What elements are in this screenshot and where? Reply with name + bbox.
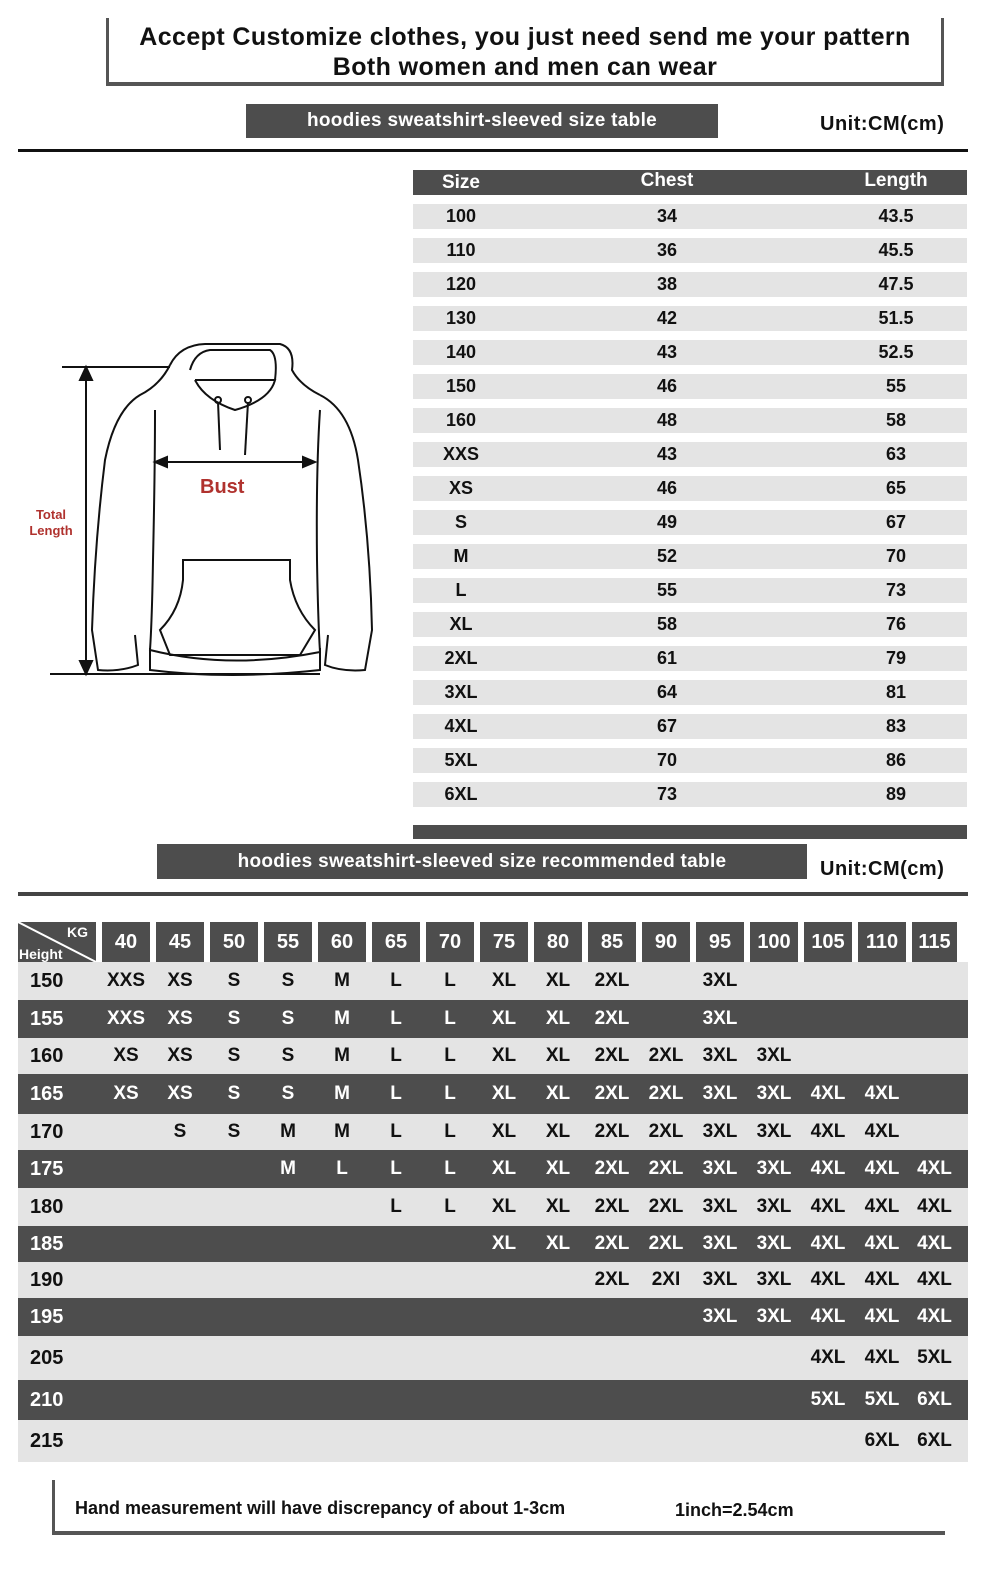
height-cell: 165 [30,1082,64,1105]
length-cell: 73 [885,580,907,600]
size-recommendation-cell: 2XL [648,1083,684,1104]
size-cell: XXS [442,444,480,464]
height-cell: 155 [30,1007,64,1030]
recommended-table-row [18,1074,968,1114]
size-recommendation-cell: XL [491,1121,517,1142]
size-recommendation-cell: XS [167,1008,193,1029]
size-recommendation-cell: L [444,1083,456,1104]
kg-column-header: 50 [210,922,258,962]
size-table-row [413,340,967,365]
size-recommendation-cell: 4XL [864,1306,900,1327]
recommended-table-title: hoodies sweatshirt-sleeved size recommended table [157,844,807,879]
kg-column-header: 65 [372,922,420,962]
size-recommendation-cell: 2XL [648,1121,684,1142]
length-cell: 63 [885,444,907,464]
size-recommendation-cell: 4XL [864,1347,900,1368]
size-table-unit: Unit:CM(cm) [820,113,945,135]
size-recommendation-cell: 4XL [917,1158,952,1179]
size-recommendation-cell: 3XL [756,1083,792,1104]
size-cell: XL [449,614,473,634]
length-cell: 45.5 [878,240,914,260]
recommended-table-row [18,1114,968,1150]
size-recommendation-cell: M [334,1121,350,1142]
size-recommendation-cell: 2XL [648,1233,684,1254]
chest-cell: 42 [656,308,678,328]
recommended-table-row [18,1150,968,1188]
size-table-title: hoodies sweatshirt-sleeved size table [246,104,718,138]
size-cell: S [454,512,467,532]
chest-cell: 38 [656,274,678,294]
length-cell: 67 [885,512,907,532]
size-recommendation-cell: S [227,1045,241,1066]
length-cell: 58 [885,410,907,430]
size-recommendation-cell: XL [491,1045,517,1066]
promo-banner [106,18,944,86]
size-recommendation-cell: L [444,1158,456,1179]
size-recommendation-cell: 3XL [702,1158,738,1179]
recommended-table-row [18,1226,968,1262]
size-recommendation-cell: 3XL [756,1121,792,1142]
recommended-table-row [18,1336,968,1380]
kg-column-header: 110 [858,922,906,962]
size-recommendation-cell: 2XL [594,1233,630,1254]
size-table-row [413,544,967,569]
size-cell: 110 [446,240,476,260]
kg-column-header: 90 [642,922,690,962]
kg-column-header: 55 [264,922,312,962]
total-length-label-line2: Length [29,523,73,538]
size-cell: 160 [445,410,477,430]
recommended-table-unit: Unit:CM(cm) [820,858,945,880]
size-recommendation-cell: XL [491,970,517,991]
size-recommendation-cell: 2XL [594,1269,630,1290]
size-table-row [413,306,967,331]
size-cell: 100 [445,206,477,226]
size-recommendation-cell: L [444,1008,456,1029]
header-length: Length [864,170,928,191]
chest-cell: 52 [656,546,678,566]
chest-cell: 58 [656,614,678,634]
size-recommendation-cell: L [390,1008,402,1029]
size-table-row [413,204,967,229]
size-recommendation-cell: XXS [106,1008,146,1029]
height-cell: 195 [30,1305,64,1328]
size-recommendation-cell: L [390,1083,402,1104]
size-recommendation-cell: M [280,1158,296,1179]
size-recommendation-cell: 2XL [594,1121,630,1142]
chest-cell: 34 [656,206,678,226]
size-recommendation-cell: L [390,1121,402,1142]
chest-cell: 70 [656,750,678,770]
size-table-row [413,374,967,399]
size-recommendation-cell: 4XL [810,1158,846,1179]
size-recommendation-cell: 2XL [648,1196,684,1217]
chest-cell: 73 [656,784,678,804]
size-recommendation-cell: 5XL [810,1389,846,1410]
size-recommendation-cell: 2XL [594,970,630,991]
size-recommendation-cell: 4XL [917,1233,952,1254]
size-table-row [413,238,967,263]
chest-cell: 48 [656,410,678,430]
size-recommendation-cell: 2XL [594,1008,630,1029]
height-cell: 175 [30,1157,64,1180]
size-recommendation-cell: 3XL [702,1196,738,1217]
size-recommendation-cell: 4XL [917,1269,952,1290]
kg-column-header: 115 [912,922,957,962]
size-table-row [413,680,967,705]
size-recommendation-cell: 2XL [594,1083,630,1104]
size-cell: 6XL [444,784,478,804]
length-cell: 76 [885,614,907,634]
size-recommendation-cell: XS [167,970,193,991]
height-cell: 180 [30,1195,64,1218]
size-recommendation-cell: XS [167,1045,193,1066]
size-recommendation-cell: XL [491,1083,517,1104]
size-recommendation-cell: 4XL [917,1306,952,1327]
chest-cell: 43 [656,342,678,362]
size-recommendation-cell: 3XL [756,1158,792,1179]
size-cell: L [455,580,467,600]
chest-cell: 46 [656,376,678,396]
chest-cell: 67 [656,716,678,736]
recommended-table-body [18,962,968,1462]
length-cell: 65 [885,478,907,498]
size-cell: M [453,546,469,566]
chest-cell: 55 [656,580,678,600]
size-recommendation-cell: XS [113,1045,139,1066]
size-recommendation-cell: S [227,1083,241,1104]
inch-conversion-note: 1inch=2.54cm [675,1500,794,1520]
recommended-table-row [18,1298,968,1336]
size-recommendation-cell: 5XL [917,1347,952,1368]
size-recommendation-cell: 6XL [864,1430,900,1451]
size-table-row [413,272,967,297]
size-recommendation-cell: S [227,970,241,991]
size-recommendation-cell: S [227,1121,241,1142]
total-length-label [26,507,76,539]
recommended-table-row [18,1380,968,1420]
size-recommendation-cell: 3XL [702,1233,738,1254]
size-recommendation-cell: XL [545,1121,571,1142]
size-recommendation-cell: L [390,1196,402,1217]
banner-line-2: Both women and men can wear [332,53,718,81]
total-length-label-line1: Total [35,507,67,522]
size-recommendation-cell: 3XL [702,1306,738,1327]
size-recommendation-cell: M [334,1045,350,1066]
length-cell: 89 [885,784,907,804]
size-recommendation-cell: 2XI [651,1269,681,1290]
size-recommendation-cell: L [444,1121,456,1142]
height-cell: 150 [30,969,64,992]
size-recommendation-cell: XS [113,1083,139,1104]
size-recommendation-cell: XS [167,1083,193,1104]
recommended-table-row [18,962,968,1000]
size-recommendation-cell: 3XL [702,1269,738,1290]
size-recommendation-cell: S [281,1045,295,1066]
size-recommendation-cell: 3XL [756,1196,792,1217]
size-recommendation-cell: S [281,1008,295,1029]
size-cell: 120 [445,274,477,294]
chest-cell: 46 [656,478,678,498]
size-table-row [413,476,967,501]
height-cell: 160 [30,1044,64,1067]
size-recommendation-cell: L [444,970,456,991]
size-recommendation-cell: 3XL [702,1121,738,1142]
size-recommendation-cell: 5XL [864,1389,900,1410]
length-cell: 52.5 [878,342,914,362]
size-recommendation-cell: 3XL [756,1269,792,1290]
kg-column-header: 80 [534,922,582,962]
size-recommendation-cell: 2XL [648,1045,684,1066]
size-recommendation-cell: 4XL [864,1083,900,1104]
chest-cell: 64 [656,682,678,702]
chest-cell: 36 [656,240,678,260]
size-recommendation-cell: 4XL [810,1269,846,1290]
height-cell: 205 [30,1346,64,1369]
kg-column-header: 40 [102,922,150,962]
size-recommendation-cell: L [390,1158,402,1179]
length-cell: 83 [885,716,907,736]
size-cell: 2XL [444,648,478,668]
size-table-header [413,170,967,195]
height-cell: 170 [30,1120,64,1143]
length-cell: 47.5 [878,274,914,294]
size-recommendation-cell: 4XL [864,1269,900,1290]
size-cell: 140 [445,342,477,362]
size-recommendation-cell: XL [545,1083,571,1104]
chest-cell: 43 [656,444,678,464]
size-cell: 130 [445,308,477,328]
size-recommendation-cell: S [227,1008,241,1029]
size-recommendation-cell: 3XL [702,1008,738,1029]
size-recommendation-cell: 4XL [810,1121,846,1142]
size-recommendation-cell: 3XL [702,1083,738,1104]
size-recommendation-cell: 4XL [917,1196,952,1217]
size-table-row [413,782,967,807]
size-recommendation-cell: 3XL [702,970,738,991]
size-table-row [413,442,967,467]
size-table-row [413,646,967,671]
size-recommendation-cell: 4XL [810,1347,846,1368]
recommended-table-header [18,922,968,962]
size-recommendation-cell: 3XL [702,1045,738,1066]
recommended-table-row [18,1188,968,1226]
size-cell: 150 [445,376,477,396]
size-cell: 4XL [444,716,478,736]
size-recommendation-cell: 3XL [756,1233,792,1254]
size-recommendation-cell: XL [545,1008,571,1029]
size-recommendation-cell: 3XL [756,1306,792,1327]
length-cell: 55 [885,376,907,396]
size-recommendation-cell: XL [491,1158,517,1179]
size-table-row [413,510,967,535]
bust-label: Bust [200,476,245,498]
hoodie-diagram [20,340,390,680]
size-recommendation-cell: 4XL [864,1121,900,1142]
height-cell: 215 [30,1429,64,1452]
kg-column-header: 60 [318,922,366,962]
chest-cell: 49 [656,512,678,532]
recommended-table-row [18,1262,968,1298]
size-recommendation-cell: XL [545,1158,571,1179]
size-recommendation-cell: XL [545,1045,571,1066]
height-cell: 185 [30,1232,64,1255]
size-recommendation-cell: L [390,970,402,991]
size-cell: 3XL [444,682,478,702]
header-size: Size [441,172,481,193]
size-recommendation-cell: 4XL [810,1233,846,1254]
size-recommendation-cell: 4XL [810,1196,846,1217]
size-recommendation-cell: S [281,1083,295,1104]
size-recommendation-cell: 6XL [917,1389,952,1410]
size-recommendation-cell: S [173,1121,187,1142]
size-recommendation-cell: 4XL [864,1233,900,1254]
size-recommendation-cell: 2XL [594,1158,630,1179]
kg-column-header: 45 [156,922,204,962]
size-cell: XS [448,478,473,498]
size-recommendation-cell: M [334,1083,350,1104]
size-recommendation-cell: M [334,1008,350,1029]
size-recommendation-cell: XL [545,1233,571,1254]
recommended-table-row [18,1420,968,1462]
size-recommendation-cell: 4XL [864,1158,900,1179]
size-recommendation-cell: 4XL [810,1083,846,1104]
size-table-row [413,578,967,603]
size-table [413,170,967,839]
size-recommendation-cell: L [336,1158,348,1179]
size-recommendation-cell: L [390,1045,402,1066]
length-cell: 70 [885,546,907,566]
kg-column-header: 75 [480,922,528,962]
corner-cell [18,922,96,962]
size-recommendation-cell: XL [491,1233,517,1254]
size-recommendation-cell: L [444,1045,456,1066]
recommended-size-table [18,922,968,1462]
size-recommendation-cell: 3XL [756,1045,792,1066]
kg-column-header: 85 [588,922,636,962]
size-table-row [413,612,967,637]
size-recommendation-cell: 4XL [864,1196,900,1217]
length-cell: 51.5 [878,308,914,328]
size-recommendation-cell: XXS [106,970,146,991]
size-cell: 5XL [444,750,478,770]
size-recommendation-cell: M [280,1121,296,1142]
kg-column-header: 70 [426,922,474,962]
header-chest: Chest [640,170,694,191]
banner-line-1: Accept Customize clothes, you just need send me your pattern [139,23,911,51]
size-recommendation-cell: 6XL [917,1430,952,1451]
recommended-table-row [18,1000,968,1038]
size-recommendation-cell: XL [491,1196,517,1217]
size-recommendation-cell: 2XL [648,1158,684,1179]
size-table-body [413,204,967,807]
size-table-footer-bar [413,825,967,839]
size-recommendation-cell: XL [545,970,571,991]
length-cell: 81 [885,682,907,702]
size-recommendation-cell: 2XL [594,1196,630,1217]
size-table-row [413,408,967,433]
discrepancy-note: Hand measurement will have discrepancy of about 1-3cm [75,1498,566,1518]
height-cell: 190 [30,1268,64,1291]
size-table-row [413,714,967,739]
kg-column-header: 95 [696,922,744,962]
footer-note [52,1480,945,1535]
height-cell: 210 [30,1388,64,1411]
size-recommendation-cell: XL [491,1008,517,1029]
length-cell: 43.5 [878,206,914,226]
length-cell: 86 [885,750,907,770]
height-label: Height [19,946,63,962]
size-recommendation-cell: L [444,1196,456,1217]
kg-column-header: 100 [750,922,798,962]
size-recommendation-cell: S [281,970,295,991]
size-recommendation-cell: 4XL [810,1306,846,1327]
kg-label: KG [67,924,88,940]
size-recommendation-cell: M [334,970,350,991]
divider [18,892,968,896]
chest-cell: 61 [656,648,678,668]
divider [18,149,968,152]
size-recommendation-cell: 2XL [594,1045,630,1066]
size-recommendation-cell: XL [545,1196,571,1217]
kg-column-header: 105 [804,922,852,962]
size-table-row [413,748,967,773]
recommended-table-row [18,1038,968,1074]
length-cell: 79 [885,648,907,668]
